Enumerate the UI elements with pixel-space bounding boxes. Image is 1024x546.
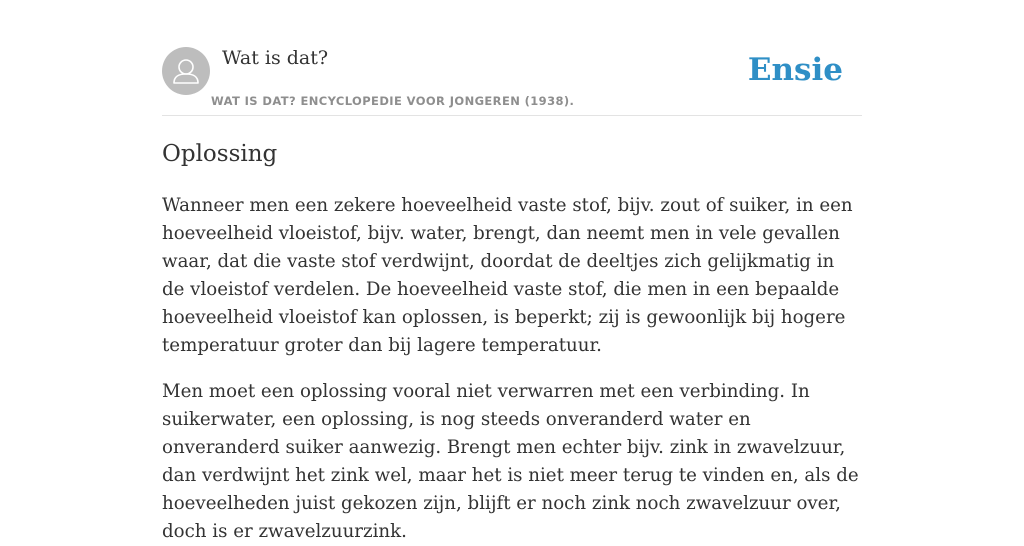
user-icon[interactable] — [162, 47, 210, 95]
article-paragraph-2: Men moet een oplossing vooral niet verwarren met een verbinding. In suikerwater, een oplossing, is nog steeds onveranderd water en onveranderd suiker aanwezig. Brengt men echter bijv. zink in zwavelzuur, dan verdwijnt het zink wel, maar het is niet meer terug te vinden en, als de hoeveelheden juist gekozen zijn, blijft er noch zink noch zwavelzuur over, doch is er zwavelzuurzink. — [162, 381, 859, 542]
article-title: Oplossing — [162, 141, 278, 167]
source-title-link[interactable]: Wat is dat? — [222, 47, 329, 69]
brand-logo[interactable]: Ensie — [747, 52, 843, 88]
source-header — [162, 0, 862, 116]
article-paragraph-1: Wanneer men een zekere hoeveelheid vaste stof, bijv. zout of suiker, in een hoeveelheid vloeistof, bijv. water, brengt, dan neemt men in vele gevallen waar, dat die vaste stof verdwijnt, doordat de deeltjes zich gelijkmatig in de vloeistof verdelen. De hoeveelheid vaste stof, die men in een bepaalde hoeveelheid vloeistof kan oplossen, is beperkt; zij is gewoonlijk bij hogere temperatuur groter dan bij lagere temperatuur. — [162, 195, 853, 356]
source-subtitle-link[interactable]: WAT IS DAT? ENCYCLOPEDIE VOOR JONGEREN (1938). — [211, 94, 575, 108]
article-container — [162, 0, 862, 546]
